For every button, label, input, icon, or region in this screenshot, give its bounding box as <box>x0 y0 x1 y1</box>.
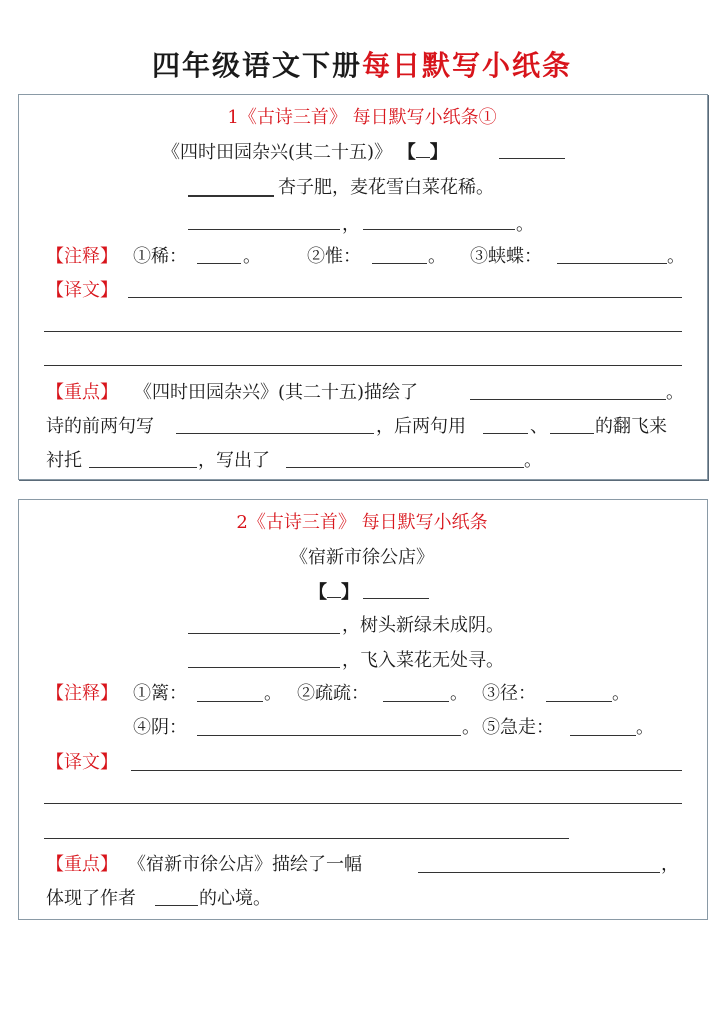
card-2-note-5: ⑤急走： <box>482 717 554 738</box>
card-1-focus-end-1: 。 <box>666 382 684 403</box>
card-2-line2-text: ，飞入菜花无处寻。 <box>342 650 504 671</box>
page-title-red: 每日默写小纸条 <box>362 49 573 82</box>
card-2-notes-label: 【注释】 <box>46 683 118 704</box>
card-1-focus-label: 【重点】 <box>46 382 118 403</box>
card-1-focus-blank-3[interactable] <box>483 433 528 434</box>
card-2-note-1-end: 。 <box>264 683 282 704</box>
card-2-note-5-blank[interactable] <box>570 735 636 736</box>
card-1-translation-label: 【译文】 <box>46 280 118 301</box>
card-1-focus-blank-5[interactable] <box>89 467 197 468</box>
card-1-note-1-blank[interactable] <box>197 263 241 264</box>
card-1-focus-blank-2[interactable] <box>176 433 374 434</box>
card-1-note-3: ③蛱蝶： <box>470 246 542 267</box>
card-2-note-4-blank[interactable] <box>197 735 461 736</box>
card-1-poem-title-row <box>162 138 448 164</box>
card-1-focus-text-2: 诗的前两句写 <box>46 416 154 437</box>
card-1-author-blank[interactable] <box>499 158 565 159</box>
card-1-note-3-end: 。 <box>667 246 685 267</box>
card-1-line2-blank-a[interactable] <box>188 229 340 230</box>
card-1-note-1: ①稀： <box>133 246 187 267</box>
card-2-focus-end-1: ， <box>661 854 679 875</box>
card-1-note-2-blank[interactable] <box>372 263 427 264</box>
card-1-note-2: ②惟： <box>307 246 361 267</box>
dynasty-bracket-right: 】 <box>341 582 359 603</box>
card-1-focus-blank-4[interactable] <box>550 433 594 434</box>
card-2-note-5-end: 。 <box>636 717 654 738</box>
card-2-note-3-end: 。 <box>612 683 630 704</box>
card-1-line2-period: 。 <box>516 214 534 235</box>
card-2-author-blank[interactable] <box>363 598 429 599</box>
card-2-note-2-blank[interactable] <box>383 701 449 702</box>
page-title-black: 四年级语文下册 <box>151 49 362 82</box>
card-2-note-4-end: 。 <box>462 717 480 738</box>
card-2-line2-blank[interactable] <box>188 667 340 668</box>
card-2-line1-text: ，树头新绿未成阴。 <box>342 615 504 636</box>
card-2-focus-text-3: 的心境。 <box>199 888 271 909</box>
card-1-poem-title: 《四时田园杂兴(其二十五)》 <box>162 142 393 163</box>
card-1-line2-comma: ， <box>342 214 360 235</box>
card-2-note-2: ②疏疏： <box>297 683 369 704</box>
card-2-note-3: ③径： <box>482 683 536 704</box>
card-1-focus-blank-1[interactable] <box>470 399 666 400</box>
card-2-note-1-blank[interactable] <box>197 701 263 702</box>
card-1-translation-line-2[interactable] <box>44 331 682 332</box>
card-2-poem-title: 《宿新市徐公店》 <box>290 547 434 568</box>
dynasty-blank[interactable] <box>416 140 430 158</box>
card-2-translation-line-2[interactable] <box>44 803 682 804</box>
card-1-focus-text-1: 《四时田园杂兴》(其二十五)描绘了 <box>134 382 419 403</box>
card-1-focus-text-5: 的翻飞来 <box>595 416 667 437</box>
dynasty-bracket-left: 【 <box>397 142 416 163</box>
card-1-note-1-end: 。 <box>243 246 261 267</box>
card-2-line1-blank[interactable] <box>188 633 340 634</box>
card-1-heading: 1《古诗三首》 每日默写小纸条① <box>227 107 497 128</box>
card-2-translation-label: 【译文】 <box>46 752 118 773</box>
card-2-translation-line-1[interactable] <box>131 770 682 771</box>
dynasty-blank[interactable] <box>327 580 341 598</box>
card-2-note-4: ④阴： <box>133 717 187 738</box>
card-2-note-2-end: 。 <box>450 683 468 704</box>
card-2-note-1: ①篱： <box>133 683 187 704</box>
card-1-line1-text: 杏子肥，麦花雪白菜花稀。 <box>278 177 494 198</box>
card-1-focus-text-7: ，写出了 <box>198 450 270 471</box>
card-2-dynasty-row <box>309 578 359 604</box>
dynasty-bracket-left: 【 <box>309 582 327 603</box>
card-2-focus-blank-2[interactable] <box>155 905 198 906</box>
card-1-translation-line-3[interactable] <box>44 365 682 366</box>
card-1-focus-text-6: 衬托 <box>46 450 82 471</box>
card-2-focus-label: 【重点】 <box>46 854 118 875</box>
card-2-translation-line-3[interactable] <box>44 838 569 839</box>
card-2-note-3-blank[interactable] <box>546 701 612 702</box>
card-1-line2-blank-b[interactable] <box>363 229 515 230</box>
card-1-line1-blank[interactable] <box>188 195 274 197</box>
card-1-note-3-blank[interactable] <box>557 263 667 264</box>
card-2-focus-text-2: 体现了作者 <box>46 888 136 909</box>
card-1-focus-text-3: ，后两句用 <box>376 416 466 437</box>
card-1-focus-text-8: 。 <box>524 450 542 471</box>
card-1-notes-label: 【注释】 <box>46 246 118 267</box>
card-1-note-2-end: 。 <box>428 246 446 267</box>
card-1-focus-blank-6[interactable] <box>286 467 524 468</box>
card-1-translation-line-1[interactable] <box>128 297 682 298</box>
card-2-focus-blank-1[interactable] <box>418 872 660 873</box>
card-2-heading: 2《古诗三首》 每日默写小纸条 <box>236 512 488 533</box>
dynasty-bracket-right: 】 <box>429 142 448 163</box>
page-title <box>0 44 724 84</box>
card-1-focus-text-4: 、 <box>530 416 548 437</box>
card-2-focus-text-1: 《宿新市徐公店》描绘了一幅 <box>128 854 362 875</box>
